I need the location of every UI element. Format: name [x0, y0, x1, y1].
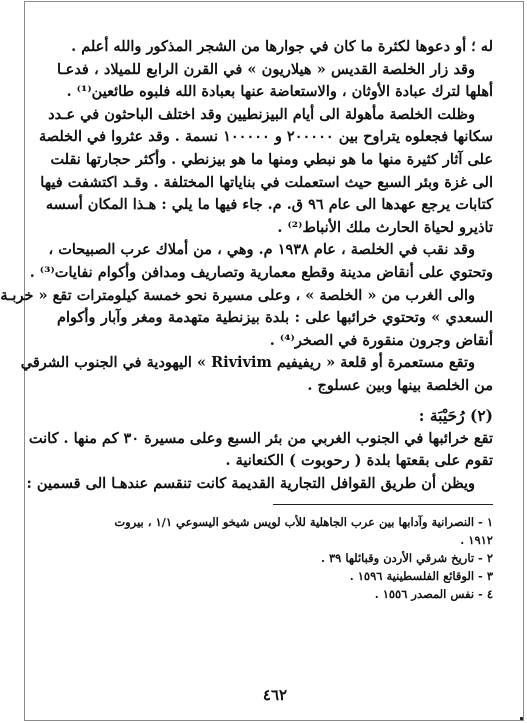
body-line: كتابات يرجع عهدها الى عام ٩٦ ق. م. جاء فيها ما يلي : هـذا المكان أسسه — [45, 196, 493, 214]
footnote-line: ١ - النصرانية وآدابها بين عرب الجاهلية للأب لويس شيخو اليسوعي ١/١ ، بيروت — [114, 515, 493, 530]
footnote-line: ٢ - تاريخ شرقي الأردن وقبائلها ٣٩ . — [320, 551, 493, 566]
body-line: أهلها لترك عبادة الأوثان ، والاستعاضة عنها بعبادة الله فلبوه طائعين⁽¹⁾ . — [66, 83, 493, 101]
section-heading: (٢) رُحَيْبَة : — [418, 405, 493, 425]
section-text — [26, 428, 493, 496]
footnote-line: ٣ - الوقائع الفلسطينية ١٥٩٦ . — [349, 569, 493, 584]
footnotes — [57, 513, 493, 603]
body-line: أنقاض وجرون منقورة في الصخر⁽⁴⁾ . — [269, 331, 493, 349]
page-content — [0, 36, 493, 603]
body-line: السعدي » وتحتوي خرائبها على : بلدة بيزنطية متهدمة ومغر وآبار وأكوام — [57, 309, 493, 327]
body-line: وتقع مستعمرة أو قلعة « ريفيفيم Rivivim » اليهودية في الجنوب الشرقي — [20, 354, 475, 372]
footnote-line: ٤ - نفس المصدر ١٥٥٦ . — [374, 587, 493, 602]
body-line: تاذيرو لحياة الحارث ملك الأنباط⁽²⁾ . — [277, 218, 493, 236]
body-line: سكانها فجعلوه يتراوح بين ٢٠٠٠٠٠ و ١٠٠٠٠٠ نسمة . وقد عثروا في الخلصة — [39, 128, 493, 146]
body-line: الى غزة وبئر السبع حيث استعملت في بناياتها المختلفة . وقـد اكتشفت فيها — [40, 173, 493, 191]
body-line: من الخلصة بينها وبين عسلوج . — [307, 376, 493, 394]
section-line: تقوم على بقعتها بلدة ( رحوبوت ) الكنعانية . — [225, 452, 493, 470]
footnote-line: ١٩١٢ . — [460, 533, 493, 548]
body-line: له ؛ أو دعوها لكثرة ما كان في جوارها من الشجر المذكور والله أعلم . — [71, 38, 493, 55]
body-line: والى الغرب من « الخلصة » ، وعلى مسيرة نحو خمسة كيلومترات تقع « خربـة — [0, 286, 475, 304]
section-line: ويظن أن طريق القوافل التجارية القديمة كانت تنقسم عندهـا الى قسمين : — [26, 474, 475, 492]
page-corner-mark — [520, 717, 523, 720]
body-line: وقد نقب في الخلصة ، عام ١٩٣٨ م. وهي ، من أملاك عرب الصبيحات ، — [48, 241, 475, 259]
body-line: وتحتوي على أنقاض مدينة وقطع معمارية وتصاريف ومدافن وأكوام نفايات⁽³⁾ . — [29, 263, 493, 281]
footnote-divider — [273, 504, 493, 505]
body-line: وقد زار الخلصة القديس « هيلاريون » في القرن الرابع للميلاد ، فدعـا — [57, 60, 475, 78]
page-number: ٤٦٢ — [262, 686, 288, 704]
section-line: تقع خرائبها في الجنوب الغربي من بئر السبع وعلى مسيرة ٣٠ كم منها . كانت — [28, 429, 493, 447]
body-line: وظلت الخلصة مأهولة الى أيام البيزنطيين وقد اختلف الباحثون في عـدد — [48, 105, 475, 123]
body-line: على آثار كثيرة منها ما هو نبطي ومنها ما هو بيزنطي . وأكثر حجارتها نقلت — [50, 150, 493, 168]
body-text — [0, 36, 493, 398]
